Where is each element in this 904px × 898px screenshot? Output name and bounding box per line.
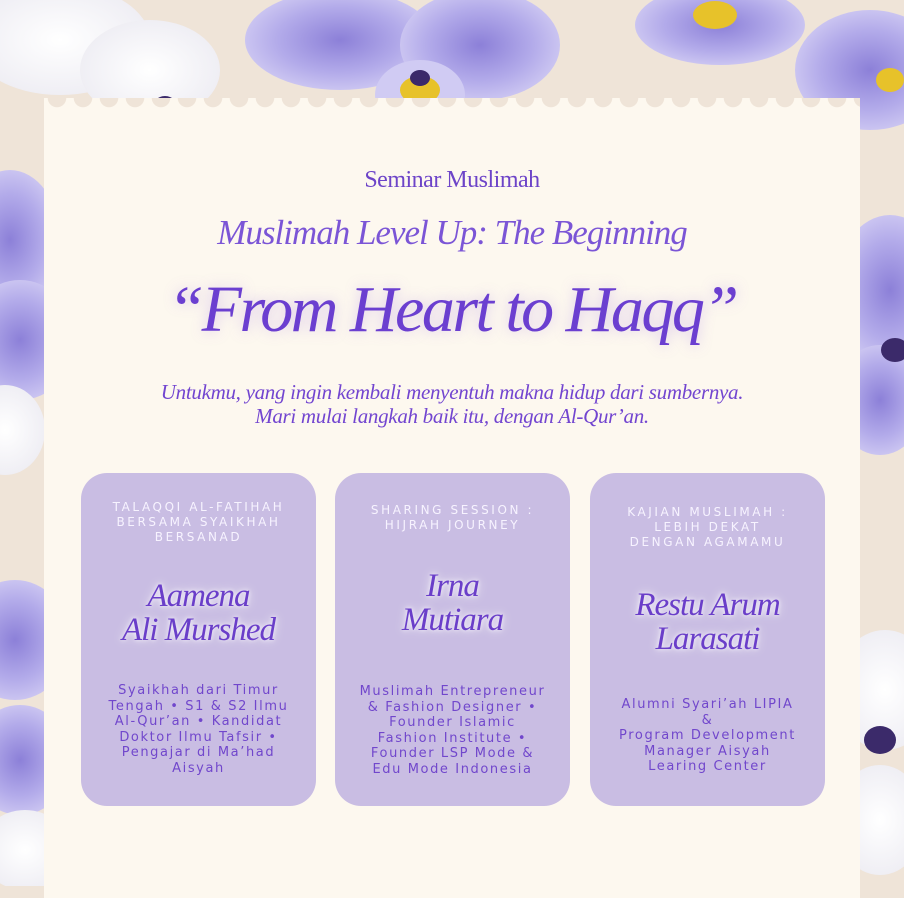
speaker-name [340,569,565,637]
description-line: Learing Center [648,759,767,774]
description-line: & [701,712,714,728]
session-card [335,473,570,806]
description-line: Muslimah Entrepreneur [359,684,546,699]
topic-line: KAJIAN MUSLIMAH : [627,505,788,519]
event-type-heading: Seminar Muslimah [364,167,540,193]
speaker-name [595,588,820,656]
topic-line: LEBIH DEKAT [654,520,761,534]
description-line: Founder LSP Mode & [370,746,535,761]
session-topic [600,505,815,550]
description-line: Manager Aisyah [644,743,771,759]
speaker-description [87,683,310,776]
description-line: Doktor Ilmu Tafsir • [119,729,278,745]
stamp-perforation [44,98,860,120]
topic-line: SHARING SESSION : [370,503,535,517]
description-line: Alumni Syari’ah LIPIA [621,697,794,712]
speaker-description [596,697,819,775]
description-line: Edu Mode Indonesia [372,761,533,777]
topic-line: TALAQQI AL-FATIHAH [112,500,285,514]
speaker-name-line: Aamena [147,578,250,614]
description-line: Founder Islamic [389,715,516,730]
speaker-name-line: Larasati [655,621,760,657]
description-line: Pengajar di Ma’had [121,745,276,760]
topic-line: BERSANAD [154,530,243,544]
speaker-name-line: Irna [426,568,479,604]
speaker-name-line: Mutiara [401,602,504,638]
speaker-description [341,684,564,777]
session-topic [91,500,306,545]
speaker-name-line: Ali Murshed [121,612,276,648]
description-line: Tengah • S1 & S2 Ilmu [108,698,289,714]
topic-line: HIJRAH JOURNEY [384,518,521,532]
description-line: Al-Qur’an • Kandidat [114,714,283,729]
event-subtitle: Muslimah Level Up: The Beginning [217,213,687,252]
description-line: Fashion Institute • [377,730,528,746]
topic-line: BERSAMA SYAIKHAH [116,515,281,529]
speaker-name-line: Restu Arum [635,587,780,623]
description-line: Aisyah [172,760,225,776]
tagline-line-1: Untukmu, yang ingin kembali menyentuh makna hidup dari sumbernya. [160,380,744,404]
tagline-line-2: Mari mulai langkah baik itu, dengan Al-Qur’an. [255,404,649,428]
speaker-name [86,579,311,647]
description-line: & Fashion Designer • [367,699,538,715]
topic-line: DENGAN AGAMAMU [629,535,786,549]
session-topic [345,503,560,533]
main-title: “From Heart to Haqq” [167,273,737,346]
description-line: Syaikhah dari Timur [118,683,279,698]
session-card [81,473,316,806]
session-card [590,473,825,806]
description-line: Program Development [619,728,796,743]
